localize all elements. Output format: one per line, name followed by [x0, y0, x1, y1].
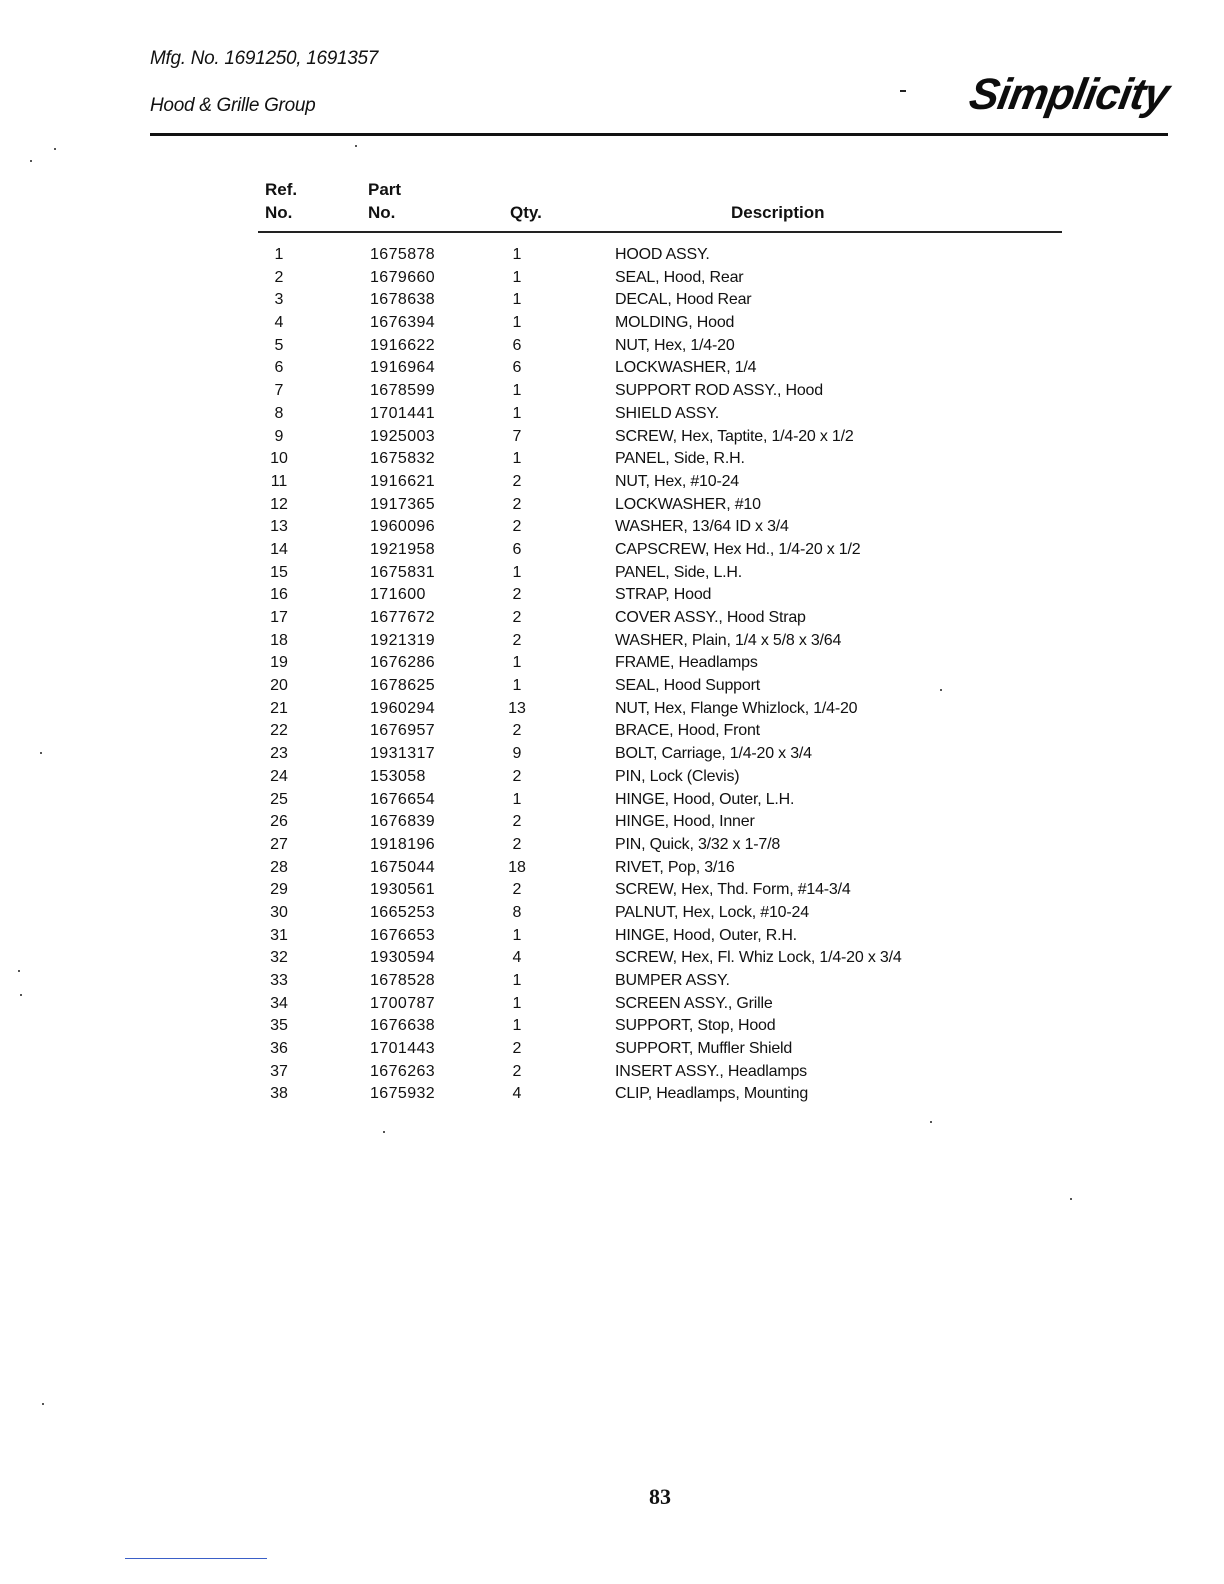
- ref-number: 4: [274, 314, 284, 332]
- table-row: [0, 630, 1224, 653]
- quantity: 2: [512, 722, 522, 740]
- col-header-part-line2: No.: [368, 203, 396, 222]
- quantity: 1: [512, 450, 522, 468]
- part-number: 1665253: [370, 903, 436, 921]
- part-number: 1678528: [370, 972, 436, 989]
- table-row: [0, 267, 1224, 290]
- col-header-part-line1: Part: [368, 180, 402, 199]
- quantity: 1: [512, 563, 522, 581]
- ref-number: 32: [270, 949, 288, 967]
- ref-number: 6: [274, 359, 284, 377]
- quantity: 6: [512, 540, 522, 558]
- part-number: 1678638: [370, 291, 436, 309]
- part-number: 1960096: [370, 518, 436, 536]
- ref-number: 20: [270, 677, 288, 695]
- scan-speck: [20, 994, 22, 996]
- scan-speck: [30, 160, 32, 162]
- quantity: 7: [512, 427, 522, 445]
- part-number: 1925003: [370, 427, 436, 445]
- description: HINGE, Hood, Inner: [615, 813, 755, 831]
- part-number: 1679660: [370, 268, 436, 286]
- table-row: [0, 766, 1224, 789]
- ref-number: 28: [270, 858, 288, 876]
- quantity: 13: [508, 699, 526, 717]
- scan-speck: [1070, 1198, 1072, 1200]
- quantity: 1: [512, 677, 522, 695]
- ref-number: 7: [274, 382, 284, 400]
- quantity: 18: [508, 858, 526, 876]
- table-row: [0, 607, 1224, 630]
- ref-number: 24: [270, 767, 288, 785]
- ref-number: 1: [274, 246, 284, 263]
- table-row: [0, 652, 1224, 675]
- quantity: 2: [512, 518, 522, 536]
- description: SUPPORT ROD ASSY., Hood: [615, 382, 823, 400]
- ref-number: 10: [270, 450, 288, 468]
- part-number: 1700787: [370, 994, 436, 1012]
- ref-number: 21: [270, 699, 288, 717]
- ref-number: 22: [270, 722, 288, 740]
- quantity: 1: [512, 314, 522, 332]
- scan-speck: [40, 752, 42, 754]
- quantity: 2: [512, 767, 522, 785]
- table-row: [0, 426, 1224, 449]
- ref-number: 29: [270, 881, 288, 899]
- table-row: [0, 471, 1224, 494]
- table-row: [0, 834, 1224, 857]
- description: FRAME, Headlamps: [615, 654, 758, 672]
- description: NUT, Hex, #10-24: [615, 472, 739, 490]
- ref-number: 31: [270, 926, 288, 944]
- description: CAPSCREW, Hex Hd., 1/4-20 x 1/2: [615, 540, 861, 558]
- description: SCREW, Hex, Taptite, 1/4-20 x 1/2: [615, 427, 854, 445]
- description: SEAL, Hood Support: [615, 677, 760, 695]
- quantity: 1: [512, 790, 522, 808]
- part-number: 1918196: [370, 835, 436, 853]
- col-header-ref-line2: No.: [265, 203, 293, 222]
- table-row: [0, 902, 1224, 925]
- part-number: 1678625: [370, 677, 436, 695]
- part-number: 1701441: [370, 404, 436, 422]
- part-number: 1675832: [370, 450, 436, 468]
- table-row: [0, 947, 1224, 970]
- quantity: 6: [512, 359, 522, 377]
- description: SCREW, Hex, Thd. Form, #14-3/4: [615, 881, 851, 899]
- description: SUPPORT, Stop, Hood: [615, 1017, 776, 1035]
- ref-number: 13: [270, 518, 288, 536]
- ref-number: 34: [270, 994, 288, 1012]
- table-row: [0, 584, 1224, 607]
- page-number: 83: [649, 1484, 671, 1509]
- table-row: [0, 857, 1224, 880]
- description: DECAL, Hood Rear: [615, 291, 752, 309]
- table-row: [0, 539, 1224, 562]
- description: SHIELD ASSY.: [615, 404, 720, 422]
- description: PALNUT, Hex, Lock, #10-24: [615, 903, 809, 921]
- table-header-rule: [258, 231, 1062, 233]
- quantity: 8: [512, 903, 522, 921]
- quantity: 1: [512, 404, 522, 422]
- ref-number: 9: [274, 427, 284, 445]
- scan-speck: [940, 689, 942, 691]
- ref-number: 15: [270, 563, 288, 581]
- section-title: Hood & Grille Group: [150, 95, 316, 116]
- quantity: 1: [512, 268, 522, 286]
- description: NUT, Hex, Flange Whizlock, 1/4-20: [615, 699, 858, 717]
- table-row: [0, 1083, 1224, 1106]
- quantity: 6: [512, 336, 522, 354]
- description: BOLT, Carriage, 1/4-20 x 3/4: [615, 745, 812, 763]
- description: HINGE, Hood, Outer, L.H.: [615, 790, 795, 808]
- description: MOLDING, Hood: [615, 314, 735, 332]
- part-number: 1676653: [370, 926, 436, 944]
- brand-logo: Simplicity: [965, 70, 1173, 119]
- table-row: [0, 380, 1224, 403]
- ref-number: 38: [270, 1085, 288, 1103]
- ref-number: 19: [270, 654, 288, 672]
- col-header-ref-line1: Ref.: [265, 180, 298, 199]
- description: INSERT ASSY., Headlamps: [615, 1062, 807, 1080]
- description: HINGE, Hood, Outer, R.H.: [615, 926, 797, 944]
- table-row: [0, 675, 1224, 698]
- table-row: [0, 789, 1224, 812]
- ref-number: 36: [270, 1040, 288, 1058]
- table-row: [0, 403, 1224, 426]
- table-row: [0, 879, 1224, 902]
- ref-number: 37: [270, 1062, 288, 1080]
- table-row: [0, 993, 1224, 1016]
- ref-number: 12: [270, 495, 288, 513]
- description: PANEL, Side, R.H.: [615, 450, 745, 468]
- description: WASHER, Plain, 1/4 x 5/8 x 3/64: [615, 631, 842, 649]
- description: BRACE, Hood, Front: [615, 722, 760, 740]
- table-row: [0, 494, 1224, 517]
- table-row: [0, 970, 1224, 993]
- table-row: [0, 335, 1224, 358]
- part-number: 1676263: [370, 1062, 436, 1080]
- part-number: 153058: [370, 767, 426, 785]
- parts-table: [0, 244, 1224, 1106]
- table-row: [0, 289, 1224, 312]
- scan-speck: [42, 1403, 44, 1405]
- ref-number: 16: [270, 586, 288, 604]
- quantity: 1: [512, 1017, 522, 1035]
- table-row: [0, 244, 1224, 267]
- quantity: 2: [512, 586, 522, 604]
- col-header-part: [368, 178, 401, 224]
- quantity: 1: [512, 994, 522, 1012]
- part-number: 1675932: [370, 1085, 436, 1103]
- description: PIN, Lock (Clevis): [615, 767, 740, 785]
- table-row: [0, 516, 1224, 539]
- table-row: [0, 698, 1224, 721]
- quantity: 2: [512, 495, 522, 513]
- part-number: 1701443: [370, 1040, 436, 1058]
- quantity: 2: [512, 631, 522, 649]
- quantity: 4: [512, 949, 522, 967]
- description: WASHER, 13/64 ID x 3/4: [615, 518, 789, 536]
- description: PIN, Quick, 3/32 x 1-7/8: [615, 835, 781, 853]
- quantity: 9: [512, 745, 522, 763]
- ref-number: 2: [274, 268, 284, 286]
- ref-number: 11: [270, 472, 288, 490]
- table-row: [0, 1061, 1224, 1084]
- table-row: [0, 1015, 1224, 1038]
- table-row: [0, 811, 1224, 834]
- description: PANEL, Side, L.H.: [615, 563, 743, 581]
- quantity: 2: [512, 813, 522, 831]
- quantity: 1: [512, 291, 522, 309]
- part-number: 1931317: [370, 745, 436, 763]
- part-number: 171600: [370, 586, 426, 604]
- scan-speck: [18, 970, 20, 972]
- ref-number: 26: [270, 813, 288, 831]
- part-number: 1916964: [370, 359, 436, 377]
- part-number: 1676638: [370, 1017, 436, 1035]
- scan-speck: [355, 145, 357, 147]
- quantity: 2: [512, 835, 522, 853]
- part-number: 1916621: [370, 472, 436, 490]
- part-number: 1675878: [370, 246, 436, 263]
- table-row: [0, 720, 1224, 743]
- col-header-description: Description: [731, 203, 825, 222]
- ref-number: 27: [270, 835, 288, 853]
- ref-number: 33: [270, 972, 288, 989]
- col-header-ref: [265, 178, 297, 224]
- table-row: [0, 1038, 1224, 1061]
- description: COVER ASSY., Hood Strap: [615, 609, 806, 626]
- header-rule: [150, 133, 1168, 136]
- ref-number: 3: [274, 291, 284, 309]
- table-row: [0, 562, 1224, 585]
- description: LOCKWASHER, 1/4: [615, 359, 757, 377]
- table-row: [0, 312, 1224, 335]
- part-number: 1930561: [370, 881, 436, 899]
- description: HOOD ASSY.: [615, 246, 710, 263]
- col-header-qty: Qty.: [510, 203, 542, 222]
- description: SEAL, Hood, Rear: [615, 268, 744, 286]
- mfg-numbers: Mfg. No. 1691250, 1691357: [150, 48, 379, 69]
- description: STRAP, Hood: [615, 586, 712, 604]
- quantity: 2: [512, 472, 522, 490]
- scan-speck: [383, 1131, 385, 1133]
- part-number: 1960294: [370, 699, 436, 717]
- part-number: 1921319: [370, 631, 436, 649]
- description: NUT, Hex, 1/4-20: [615, 336, 735, 354]
- part-number: 1676286: [370, 654, 436, 672]
- quantity: 1: [512, 654, 522, 672]
- description: CLIP, Headlamps, Mounting: [615, 1085, 809, 1103]
- quantity: 2: [512, 609, 522, 626]
- table-row: [0, 357, 1224, 380]
- description: SCREW, Hex, Fl. Whiz Lock, 1/4-20 x 3/4: [615, 949, 902, 967]
- ref-number: 23: [270, 745, 288, 763]
- description: SCREEN ASSY., Grille: [615, 994, 773, 1012]
- ref-number: 35: [270, 1017, 288, 1035]
- part-number: 1921958: [370, 540, 436, 558]
- part-number: 1676839: [370, 813, 436, 831]
- part-number: 1676957: [370, 722, 436, 740]
- part-number: 1677672: [370, 609, 436, 626]
- description: LOCKWASHER, #10: [615, 495, 761, 513]
- part-number: 1930594: [370, 949, 436, 967]
- ref-number: 8: [274, 404, 284, 422]
- ref-number: 18: [270, 631, 288, 649]
- part-number: 1678599: [370, 382, 436, 400]
- description: RIVET, Pop, 3/16: [615, 858, 735, 876]
- brand-dash: [900, 90, 906, 92]
- quantity: 2: [512, 881, 522, 899]
- table-row: [0, 448, 1224, 471]
- description: BUMPER ASSY.: [615, 972, 730, 989]
- quantity: 2: [512, 1040, 522, 1058]
- quantity: 1: [512, 382, 522, 400]
- part-number: 1675044: [370, 858, 436, 876]
- part-number: 1676394: [370, 314, 436, 332]
- ref-number: 25: [270, 790, 288, 808]
- table-row: [0, 743, 1224, 766]
- ref-number: 17: [270, 609, 288, 626]
- ref-number: 5: [274, 336, 284, 354]
- ref-number: 14: [270, 540, 288, 558]
- quantity: 4: [512, 1085, 522, 1103]
- scan-speck: [930, 1121, 932, 1123]
- quantity: 2: [512, 1062, 522, 1080]
- table-row: [0, 925, 1224, 948]
- quantity: 1: [512, 972, 522, 989]
- quantity: 1: [512, 246, 522, 263]
- footer-rule: [125, 1558, 267, 1559]
- part-number: 1916622: [370, 336, 436, 354]
- part-number: 1676654: [370, 790, 436, 808]
- ref-number: 30: [270, 903, 288, 921]
- description: SUPPORT, Muffler Shield: [615, 1040, 793, 1058]
- quantity: 1: [512, 926, 522, 944]
- part-number: 1675831: [370, 563, 436, 581]
- part-number: 1917365: [370, 495, 436, 513]
- scan-speck: [54, 148, 56, 150]
